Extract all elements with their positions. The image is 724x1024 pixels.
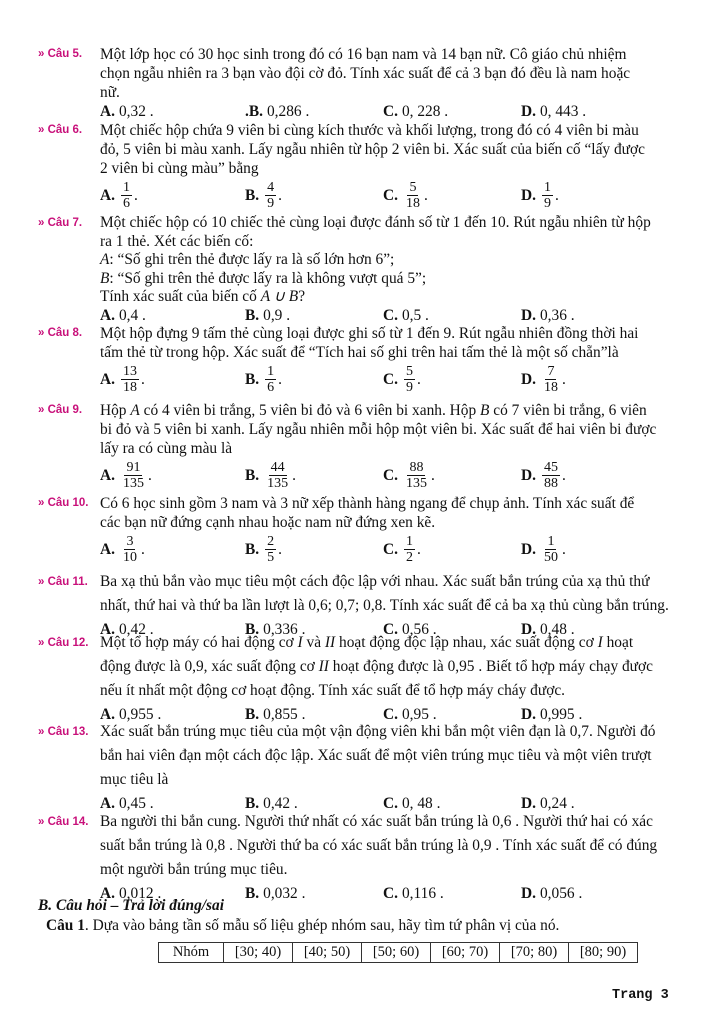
option-label: B. [245, 186, 260, 204]
period: . [561, 370, 566, 388]
text-segment: Ba xạ thủ bắn vào mục tiêu một cách độc lập với nhau. Xác suất bắn trúng của xạ thủ thứ [100, 573, 650, 590]
text-segment: ra 1 thẻ. Xét các biến cố: [100, 232, 254, 250]
question-label: » Câu 6. [38, 124, 83, 136]
numerator: 44 [270, 459, 285, 475]
answer-option [245, 307, 290, 326]
section-b-question-1 [46, 917, 559, 935]
answer-option [383, 532, 421, 566]
table-cell-group: [60; 70) [431, 943, 500, 963]
period: . [278, 370, 282, 388]
period: . [292, 466, 296, 484]
stem-line [100, 631, 678, 655]
period: . [561, 466, 566, 484]
table-cell-group: [70; 80) [500, 943, 569, 963]
stem-line [100, 324, 678, 343]
question-label: Câu 1 [46, 917, 85, 934]
stem-line [100, 679, 678, 703]
answer-option [383, 102, 448, 121]
text-segment: 2 viên bi cùng màu” bằng [100, 160, 259, 177]
text-segment: bi đỏ và 5 viên bi xanh. Lấy ngẫu nhiên mỗi hộp một viên bi. Xác suất để hai viên bi được [100, 421, 657, 438]
option-label: C. [383, 103, 398, 120]
stem-line [100, 570, 678, 594]
answer-option [383, 458, 435, 492]
text-segment: lấy ra có cùng màu là [100, 440, 233, 457]
question-stem [100, 494, 678, 532]
stem-line [100, 159, 678, 178]
math-variable: II [318, 658, 329, 675]
fraction [404, 534, 415, 565]
text-segment: Xác suất bắn trúng mục tiêu của một vận động viên khi bắn một viên đạn là 0,7. Người đó [100, 723, 656, 740]
answer-option [383, 307, 429, 326]
stem-line [100, 744, 678, 768]
denominator: 10 [122, 549, 137, 565]
question-label: » Câu 5. [38, 48, 83, 60]
question-label: » Câu 8. [38, 327, 83, 339]
math-variable: I [297, 634, 303, 651]
option-value: 0,9 . [263, 306, 291, 324]
option-label: D. [521, 540, 536, 558]
option-value: 0,995 . [539, 706, 583, 723]
denominator: 88 [543, 475, 558, 491]
option-value: 0,032 . [263, 885, 306, 902]
option-value: 0,42 . [118, 621, 154, 638]
stem-line [100, 343, 678, 362]
period: . [416, 540, 421, 558]
answer-option [521, 882, 582, 906]
answer-options [100, 792, 678, 812]
option-value: 0,855 . [263, 706, 306, 723]
question [38, 45, 678, 122]
denominator: 135 [405, 475, 427, 491]
text-segment: hoạt động độc lập nhau, xác suất động cơ [335, 634, 598, 651]
denominator: 9 [543, 195, 551, 211]
numerator: 1 [405, 533, 413, 549]
answer-option [245, 362, 282, 396]
text-segment: động được là 0,9, xác suất động cơ [100, 658, 319, 675]
question-label: » Câu 10. [38, 497, 89, 509]
stem-line [100, 45, 678, 64]
table-header-cell: Nhóm [159, 943, 224, 963]
denominator: 9 [267, 195, 275, 211]
stem-line [100, 594, 678, 618]
option-label: A. [100, 540, 115, 558]
text-segment: Ba người thi bắn cung. Người thứ nhất có xác suất bắn trúng là 0,6 . Người thứ hai có xác [100, 813, 653, 830]
answer-option [245, 532, 282, 566]
fraction [121, 364, 139, 395]
stem-line [100, 233, 678, 252]
answer-option [245, 102, 309, 121]
table-cell-group: [50; 60) [362, 943, 431, 963]
answer-option [521, 178, 559, 212]
section-b-title: B. Câu hỏi – Trả lời đúng/sai [38, 897, 225, 914]
denominator: 50 [543, 549, 558, 565]
answer-option [100, 458, 152, 492]
denominator: 18 [122, 379, 137, 395]
period: . [278, 540, 282, 558]
question [38, 631, 678, 723]
math-variable: I [597, 634, 603, 651]
option-value: 0,45 . [118, 795, 154, 812]
option-label: A. [100, 103, 115, 120]
answer-option [245, 882, 305, 906]
answer-option [521, 102, 586, 121]
fraction [542, 534, 560, 565]
option-value: 0, 443 . [539, 103, 587, 120]
math-variable: II [324, 634, 336, 651]
question-text: . Dựa vào bảng tần số mẫu số liệu ghép nhóm sau, hãy tìm tứ phân vị của nó. [84, 917, 560, 934]
period: . [278, 186, 282, 204]
text-segment: nữ. [100, 84, 120, 101]
option-label: B. [245, 466, 260, 484]
answer-options [100, 102, 678, 122]
numerator: 5 [405, 363, 413, 379]
answer-option [383, 362, 421, 396]
period: . [416, 370, 421, 388]
denominator: 135 [122, 475, 144, 491]
period: . [140, 540, 145, 558]
stem-line [100, 810, 678, 834]
question-label: » Câu 7. [38, 217, 83, 229]
question-stem [100, 570, 678, 618]
numerator: 1 [122, 179, 130, 195]
denominator: 18 [405, 195, 420, 211]
fraction [265, 534, 276, 565]
question [38, 570, 678, 638]
question-label: » Câu 13. [38, 726, 89, 738]
option-label: A. [100, 706, 115, 723]
option-value: 0,336 . [263, 621, 306, 638]
denominator: 9 [405, 379, 413, 395]
denominator: 18 [543, 379, 558, 395]
text-segment: chọn ngẫu nhiên ra 3 bạn vào đội cờ đỏ. Tính xác suất để cả 3 bạn đó đều là nam hoặc [100, 65, 631, 82]
fraction [404, 460, 429, 491]
option-value: 0,012 . [118, 885, 162, 902]
option-value: 0, 48 . [401, 795, 441, 812]
answer-options [100, 362, 678, 396]
option-label: A. [100, 370, 115, 388]
answer-option [383, 178, 428, 212]
answer-option [245, 178, 282, 212]
numerator: 13 [122, 363, 137, 379]
answer-option [521, 307, 575, 326]
option-label: A. [100, 795, 115, 812]
period: . [147, 466, 152, 484]
text-segment: suất bắn trúng là 0,8 . Người thứ ba có xác suất bắn trúng là 0,9 . Tính xác suất để có đúng [100, 837, 658, 854]
option-label: D. [521, 795, 536, 812]
stem-line [100, 121, 678, 140]
question-label: » Câu 11. [38, 576, 88, 588]
option-label: A. [100, 621, 115, 638]
option-value: 0,116 . [401, 885, 444, 902]
numerator: 3 [126, 533, 134, 549]
answer-option [383, 882, 444, 906]
question [38, 324, 678, 396]
stem-line [100, 513, 678, 532]
option-value: 0,5 . [401, 306, 429, 324]
stem-line [100, 140, 678, 159]
option-label: B. [245, 706, 260, 723]
text-segment: : “Số ghi trên thẻ được lấy ra là số lớn hơn 6”; [109, 251, 395, 268]
denominator: 2 [405, 549, 413, 565]
option-value: 0,42 . [263, 795, 298, 812]
text-segment: Một tổ hợp máy có hai động cơ [100, 634, 298, 651]
period: . [561, 540, 566, 558]
numerator: 91 [126, 459, 141, 475]
answer-options [100, 178, 678, 212]
numerator: 88 [409, 459, 424, 475]
period: . [140, 370, 145, 388]
option-value: 0,286 . [266, 103, 310, 120]
option-label: C. [383, 306, 398, 324]
text-segment: Một chiếc hộp có 10 chiếc thẻ cùng loại được đánh số từ 1 đến 10. Rút ngẫu nhiên từ hộp [100, 214, 651, 231]
option-label: .B. [245, 103, 263, 120]
option-label: C. [383, 540, 398, 558]
denominator: 135 [267, 475, 289, 491]
text-segment: có 4 viên bi trắng, 5 viên bi đỏ và 6 viên bi xanh. Hộp [139, 402, 481, 419]
question-stem [100, 45, 678, 102]
stem-line [100, 214, 678, 233]
option-label: D. [521, 706, 536, 723]
denominator: 6 [122, 195, 130, 211]
question-stem [100, 121, 678, 178]
question-stem [100, 631, 678, 703]
question [38, 810, 678, 902]
text-segment: ? [298, 288, 306, 305]
option-label: C. [383, 370, 398, 388]
fraction [404, 180, 422, 211]
option-value: 0,48 . [539, 621, 575, 638]
stem-line [100, 288, 678, 307]
period: . [554, 186, 559, 204]
stem-line [100, 83, 678, 102]
math-variable: A [130, 402, 140, 419]
text-segment: hoạt [602, 634, 634, 651]
option-label: C. [383, 621, 398, 638]
option-value: 0,955 . [118, 706, 162, 723]
period: . [133, 186, 138, 204]
answer-option [245, 458, 296, 492]
stem-line [100, 64, 678, 83]
option-label: C. [383, 706, 398, 723]
option-label: D. [521, 466, 536, 484]
answer-options [100, 532, 678, 566]
option-label: C. [383, 795, 398, 812]
option-label: C. [383, 885, 398, 902]
numerator: 7 [547, 363, 555, 379]
option-label: B. [245, 370, 260, 388]
stem-line [100, 720, 678, 744]
answer-option [100, 307, 146, 326]
stem-line [100, 439, 678, 458]
numerator: 4 [267, 179, 275, 195]
option-label: D. [521, 186, 536, 204]
fraction [121, 460, 146, 491]
numerator: 5 [409, 179, 417, 195]
numerator: 1 [547, 533, 555, 549]
option-label: A. [100, 885, 115, 902]
numerator: 45 [543, 459, 558, 475]
fraction [542, 364, 560, 395]
option-value: 0,32 . [118, 103, 154, 120]
option-value: 0,95 . [401, 706, 437, 723]
math-variable: B [100, 269, 110, 287]
stem-line [100, 401, 678, 420]
text-segment: Hộp [100, 402, 131, 419]
fraction [542, 180, 553, 211]
period: . [430, 466, 435, 484]
answer-option [100, 178, 138, 212]
text-segment: đỏ, 5 viên bi màu xanh. Lấy ngẫu nhiên từ hộp 2 viên bi. Xác suất của biến cố “lấy được [100, 141, 645, 158]
fraction [265, 180, 276, 211]
stem-line [100, 494, 678, 513]
option-label: D. [521, 621, 536, 638]
table-cell-group: [40; 50) [293, 943, 362, 963]
denominator: 5 [267, 549, 275, 565]
answer-option [100, 102, 154, 121]
question-label: » Câu 9. [38, 404, 83, 416]
table-cell-group: [80; 90) [569, 943, 638, 963]
frequency-table [158, 942, 638, 963]
text-segment: các bạn nữ đứng cạnh nhau hoặc nam nữ đứng xen kẽ. [100, 514, 436, 531]
text-segment: bắn hai viên đạn một cách độc lập. Xác suất để một viên trúng mục tiêu và một viên trượt [100, 747, 652, 764]
stem-line [100, 834, 678, 858]
fraction [121, 534, 139, 565]
text-segment: tấm thẻ từ trong hộp. Xác suất để “Tích hai số ghi trên hai tấm thẻ là một số chẵn”là [100, 344, 619, 361]
question-label: » Câu 12. [38, 637, 89, 649]
fraction [121, 180, 132, 211]
text-segment: hoạt động được là 0,95 . Biết tổ hợp máy chạy được [328, 658, 653, 675]
text-segment: Một chiếc hộp chứa 9 viên bi cùng kích thước và khối lượng, trong đó có 4 viên bi màu [100, 122, 639, 139]
question-stem [100, 810, 678, 882]
text-segment: có 7 viên bi trắng, 6 viên [489, 402, 647, 419]
option-label: D. [521, 306, 536, 324]
text-segment: Một lớp học có 30 học sinh trong đó có 16 bạn nam và 14 bạn nữ. Cô giáo chủ nhiệm [100, 46, 627, 63]
numerator: 2 [267, 533, 275, 549]
option-label: B. [245, 885, 260, 902]
question [38, 401, 678, 492]
option-label: B. [245, 795, 260, 812]
question [38, 720, 678, 812]
text-segment: mục tiêu là [100, 771, 169, 788]
stem-line [100, 270, 678, 289]
option-label: C. [383, 186, 398, 204]
page-number: Trang 3 [612, 988, 669, 1003]
answer-option [100, 532, 145, 566]
question-stem [100, 324, 678, 362]
option-label: A. [100, 306, 115, 324]
answer-option [100, 362, 145, 396]
answer-option [521, 458, 566, 492]
option-value: 0,4 . [118, 306, 146, 324]
answer-options [100, 458, 678, 492]
option-value: 0,36 . [539, 306, 575, 324]
option-value: 0,056 . [539, 885, 583, 902]
text-segment: và [302, 634, 325, 651]
table-row [159, 943, 638, 963]
fraction [265, 460, 290, 491]
text-segment: Tính xác suất của biến cố [100, 288, 261, 305]
answer-option [521, 532, 566, 566]
option-label: B. [245, 306, 260, 324]
option-label: C. [383, 466, 398, 484]
math-variable: B [480, 402, 490, 419]
fraction [542, 460, 560, 491]
option-label: B. [245, 540, 260, 558]
question-stem [100, 720, 678, 792]
option-value: 0,24 . [539, 795, 575, 812]
text-segment: một người bắn trúng mục tiêu. [100, 861, 288, 878]
question-stem [100, 214, 678, 307]
numerator: 1 [543, 179, 551, 195]
text-segment: Một hộp đựng 9 tấm thẻ cùng loại được ghi số từ 1 đến 9. Rút ngẫu nhiên đồng thời hai [100, 325, 639, 342]
option-label: A. [100, 466, 115, 484]
stem-line [100, 251, 678, 270]
stem-line [100, 858, 678, 882]
denominator: 6 [267, 379, 275, 395]
question-stem [100, 401, 678, 458]
text-segment: : “Số ghi trên thẻ được lấy ra là không vượt quá 5”; [109, 269, 427, 287]
numerator: 1 [267, 363, 275, 379]
stem-line [100, 768, 678, 792]
option-label: B. [245, 621, 260, 638]
option-label: A. [100, 186, 115, 204]
question [38, 494, 678, 566]
option-value: 0, 228 . [401, 103, 449, 120]
option-label: D. [521, 885, 536, 902]
fraction [265, 364, 276, 395]
text-segment: nhất, thứ hai và thứ ba lần lượt là 0,6; 0,7; 0,8. Tính xác suất để cả ba xạ thủ cùng bắn trúng. [100, 597, 669, 614]
option-label: D. [521, 103, 536, 120]
fraction [404, 364, 415, 395]
text-segment: Có 6 học sinh gồm 3 nam và 3 nữ xếp thành hàng ngang để chụp ảnh. Tính xác suất để [100, 495, 635, 512]
table-cell-group: [30; 40) [224, 943, 293, 963]
text-segment: nếu ít nhất một động cơ hoạt động. Tính xác suất để tổ hợp máy cháy được. [100, 682, 566, 699]
question [38, 121, 678, 212]
option-value: 0,56 . [401, 621, 437, 638]
period: . [423, 186, 428, 204]
math-variable: A [100, 251, 110, 268]
question-label: » Câu 14. [38, 816, 89, 828]
stem-line [100, 655, 678, 679]
stem-line [100, 420, 678, 439]
question [38, 214, 678, 327]
option-label: D. [521, 370, 536, 388]
answer-option [521, 362, 566, 396]
math-variable: A ∪ B [260, 288, 299, 305]
